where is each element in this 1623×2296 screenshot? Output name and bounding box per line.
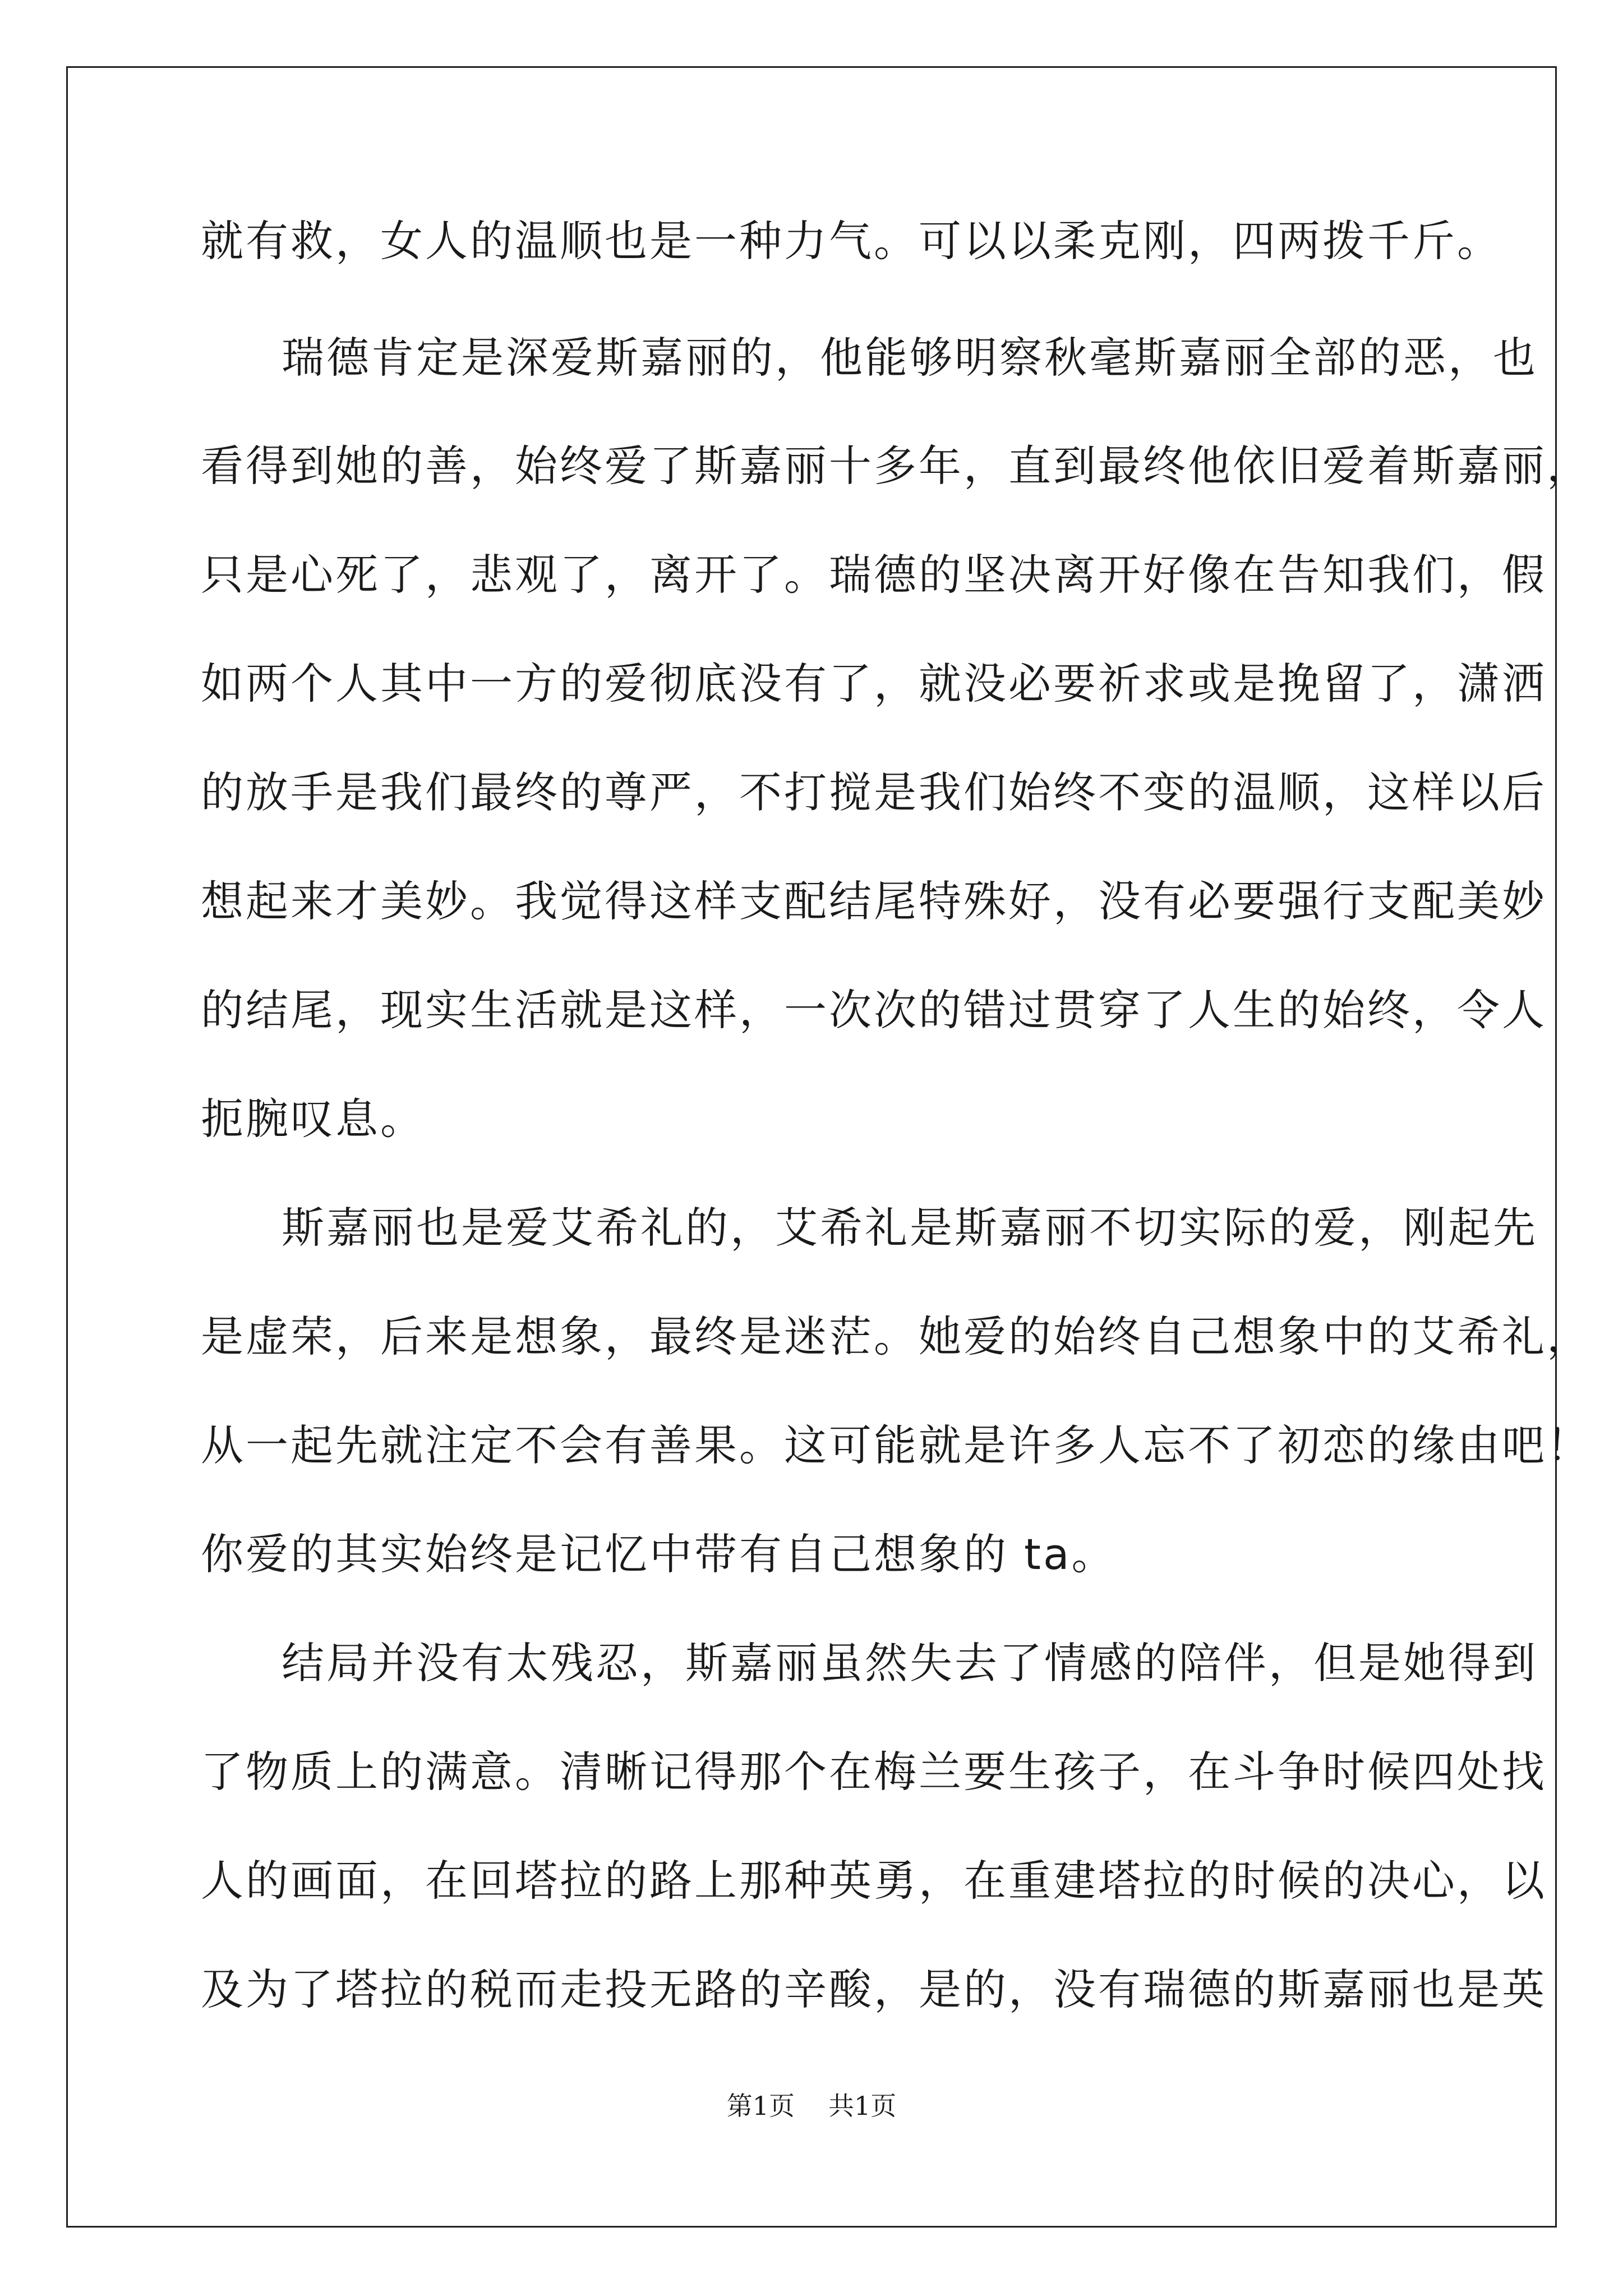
text-line: 人的画面，在回塔拉的路上那种英勇，在重建塔拉的时候的决心，以 — [201, 1856, 1547, 1906]
text-line: 看得到她的善，始终爱了斯嘉丽十多年，直到最终他依旧爱着斯嘉丽， — [201, 441, 1592, 491]
paragraph-start-line: 瑞德肯定是深爱斯嘉丽的，他能够明察秋毫斯嘉丽全部的恶，也 — [282, 333, 1538, 383]
text-line: 从一起先就注定不会有善果。这可能就是许多人忘不了初恋的缘由吧！ — [201, 1420, 1592, 1470]
page-footer — [0, 2086, 1623, 2123]
text-line: 如两个人其中一方的爱彻底没有了，就没必要祈求或是挽留了，潇洒 — [201, 659, 1547, 708]
text-line: 的放手是我们最终的尊严，不打搅是我们始终不变的温顺，这样以后 — [201, 767, 1547, 817]
text-line: 就有救，女人的温顺也是一种力气。可以以柔克刚，四两拨千斤。 — [201, 216, 1502, 266]
text-line: 想起来才美妙。我觉得这样支配结尾特殊好，没有必要强行支配美妙 — [201, 876, 1547, 926]
text-line: 只是心死了，悲观了，离开了。瑞德的坚决离开好像在告知我们，假 — [201, 550, 1547, 600]
text-line: 及为了塔拉的税而走投无路的辛酸，是的，没有瑞德的斯嘉丽也是英 — [201, 1964, 1547, 2014]
paragraph-start-line: 斯嘉丽也是爱艾希礼的，艾希礼是斯嘉丽不切实际的爱，刚起先 — [282, 1203, 1538, 1253]
text-line: 扼腕叹息。 — [201, 1094, 425, 1144]
text-line: 是虚荣，后来是想象，最终是迷茫。她爱的始终自己想象中的艾希礼， — [201, 1312, 1592, 1361]
text-line: 的结尾，现实生活就是这样，一次次的错过贯穿了人生的始终，令人 — [201, 985, 1547, 1035]
text-line: 了物质上的满意。清晰记得那个在梅兰要生孩子，在斗争时候四处找 — [201, 1747, 1547, 1797]
text-line: 你爱的其实始终是记忆中带有自己想象的 ta。 — [201, 1529, 1117, 1579]
page-total: 共1页 — [828, 2091, 897, 2121]
page-number: 第1页 — [726, 2091, 795, 2121]
paragraph-start-line: 结局并没有太残忍，斯嘉丽虽然失去了情感的陪伴，但是她得到 — [282, 1638, 1538, 1688]
